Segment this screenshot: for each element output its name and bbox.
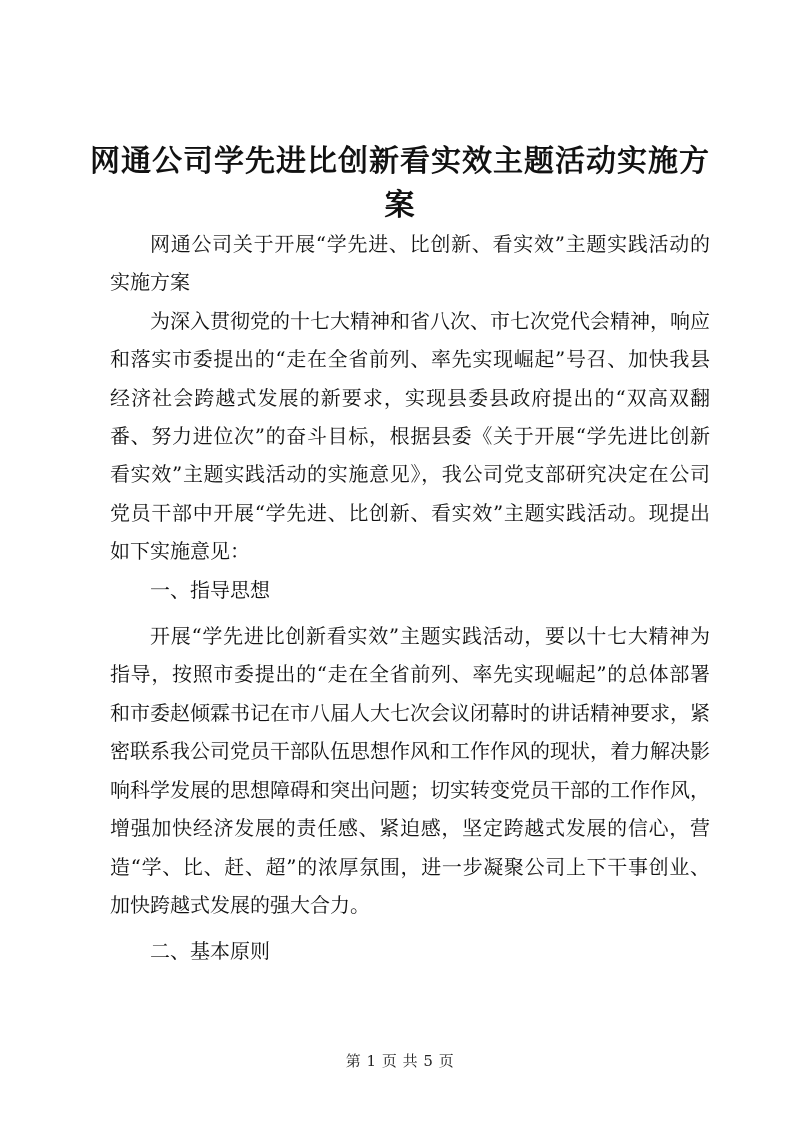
section-heading-guiding-ideology: 一、指导思想 <box>150 577 270 602</box>
document-title: 网通公司学先进比创新看实效主题活动实施方案 <box>90 144 710 223</box>
paragraph-guiding-ideology: 开展“学先进比创新看实效”主题实践活动，要以十七大精神为指导，按照市委提出的“走在全省前列、率先实现崛起”的总体部署和市委赵倾霖书记在市八届人大七次会议闭幕时的讲话精神要求，紧密联系我公司党员干部队伍思想作风和工作作风的现状，着力解决影响科学发展的思想障碍和突出问题；切实转变党员干部的工作作风，增强加快经济发展的责任感、紧迫感，坚定跨越式发展的信心，营造“学、比、赶、超”的浓厚氛围，进一步凝聚公司上下干事创业、加快跨越式发展的强大合力。 <box>110 624 710 917</box>
document-body <box>110 225 710 971</box>
page-number-footer: 第 1 页 共 5 页 <box>345 1052 455 1070</box>
paragraph-intro-title: 网通公司关于开展“学先进、比创新、看实效”主题实践活动的实施方案 <box>110 232 710 295</box>
paragraph-background: 为深入贯彻党的十七大精神和省八次、市七次党代会精神，响应和落实市委提出的“走在全省前列、率先实现崛起”号召、加快我县经济社会跨越式发展的新要求，实现县委县政府提出的“双高双翻番、努力进位次”的奋斗目标，根据县委《关于开展“学先进比创新看实效”主题实践活动的实施意见》，我公司党支部研究决定在公司党员干部中开展“学先进、比创新、看实效”主题实践活动。现提出如下实施意见： <box>110 308 710 564</box>
section-heading-basic-principles: 二、基本原则 <box>150 939 270 964</box>
